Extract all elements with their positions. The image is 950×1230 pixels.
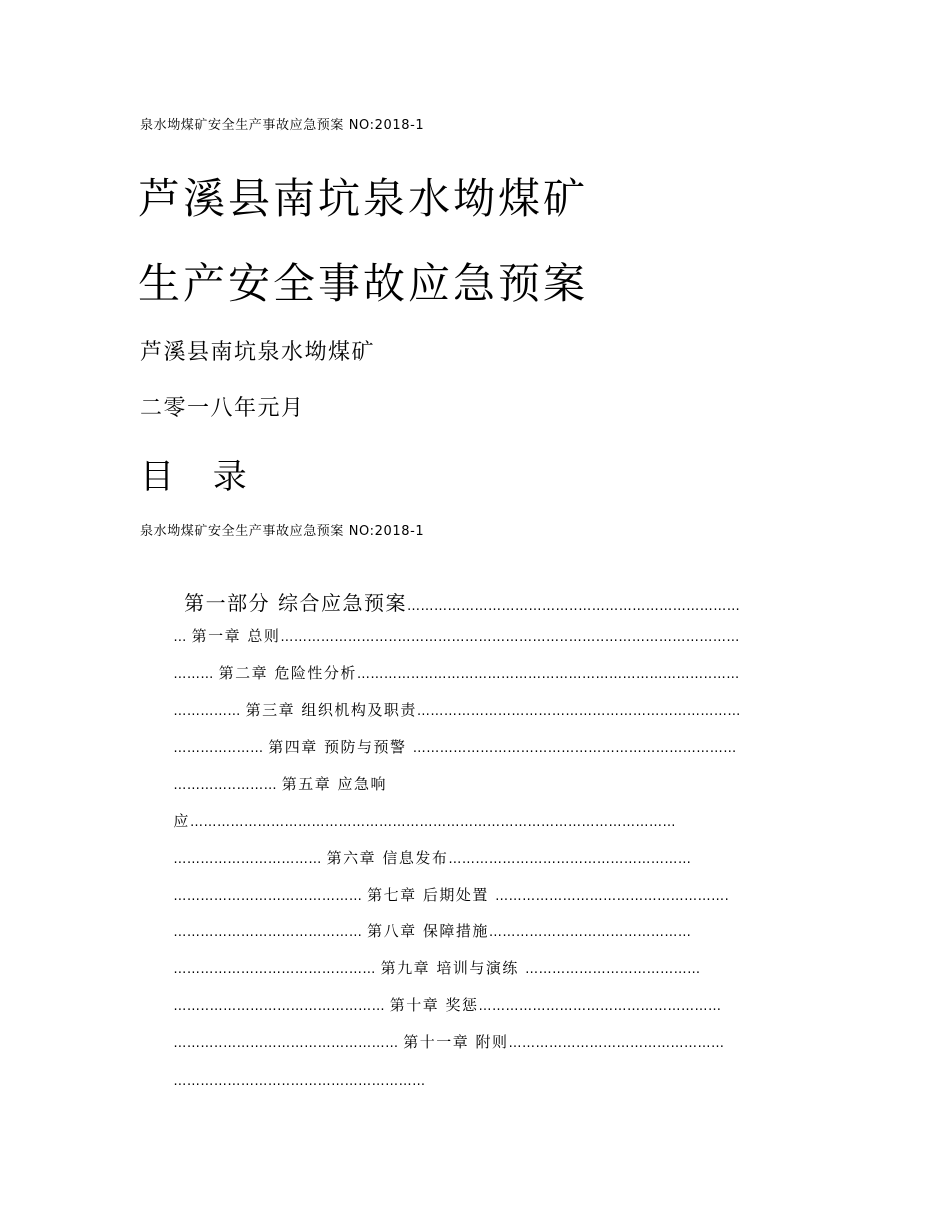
toc-leader-pre: …………………………………… bbox=[173, 925, 368, 940]
toc-leader-post: ……………………………………………. bbox=[495, 889, 730, 904]
toc-leader-post: ………………………………‥……………………………… bbox=[407, 599, 741, 614]
toc-leader-post: ………………………………………… bbox=[508, 1036, 725, 1051]
toc-entry-label: 第二章 危险性分析 bbox=[218, 664, 357, 682]
toc-entry-label: 第五章 应急响 bbox=[281, 775, 388, 793]
toc-entry-label: 第七章 后期处置 bbox=[367, 886, 496, 904]
toc-leader-post: ……………………………………………………………… bbox=[412, 741, 737, 756]
toc-entry-label: 第十一章 附则 bbox=[403, 1033, 509, 1051]
toc-leader-pre: ……… bbox=[173, 667, 219, 682]
toc-entry-label: 第一章 总则 bbox=[191, 627, 281, 645]
toc-entry-label: 第六章 信息发布 bbox=[326, 849, 449, 867]
organization-name: 芦溪县南坑泉水坳煤矿 bbox=[140, 340, 376, 365]
toc-entry bbox=[140, 1058, 810, 1103]
toc-heading: 目 录 bbox=[140, 457, 261, 497]
toc-leader-pre: ……………………‥………………………… bbox=[173, 1074, 426, 1089]
toc-leader-pre: ……‥………………………………… bbox=[173, 999, 390, 1014]
page-header-repeat: 泉水坳煤矿安全生产事故应急预案 NO:2018-1 bbox=[140, 524, 425, 539]
document-title-line-1: 芦溪县南坑泉水坳煤矿 bbox=[138, 174, 589, 223]
document-date: 二零一八年元月 bbox=[140, 396, 305, 421]
toc-leader-pre: …………………………… bbox=[173, 852, 327, 867]
toc-leader-post: ……………………………………………………………………………………………… bbox=[189, 815, 676, 830]
toc-entry-label: 第八章 保障措施 bbox=[367, 922, 489, 940]
page-header: 泉水坳煤矿安全生产事故应急预案 NO:2018-1 bbox=[140, 118, 425, 133]
toc-leader-pre: … bbox=[173, 630, 192, 645]
toc-leader-post: ……………………………………… bbox=[488, 925, 692, 940]
toc-entry-label: 第十章 奖惩 bbox=[389, 996, 479, 1014]
toc-leader-pre: …………………………………… bbox=[173, 889, 368, 904]
toc-leader-post: ……………………………………………………………… bbox=[416, 704, 741, 719]
toc-entry-label: 第四章 预防与预警 bbox=[268, 738, 413, 756]
toc-leader-post: …………‥………………………………………………………‥…… bbox=[356, 667, 740, 682]
toc-leader-pre: ……………………………………… bbox=[173, 962, 381, 977]
toc-leader-post: ……………………‥………………………………‥……‥………………………… bbox=[280, 630, 740, 645]
toc-leader-post: ……………………………………………… bbox=[448, 852, 692, 867]
document-title-line-2: 生产安全事故应急预案 bbox=[138, 259, 589, 308]
toc-leader-pre: …………‥…… bbox=[173, 741, 269, 756]
toc-leader-post: ……………………………………………… bbox=[478, 999, 722, 1014]
toc-entry-label: 第一部分 综合应急预案 bbox=[184, 591, 408, 615]
toc-entry-label: 第九章 培训与演练 bbox=[380, 959, 526, 977]
toc-leader-pre: …………… bbox=[173, 704, 246, 719]
toc-entry-label: 第三章 组织机构及职责 bbox=[245, 701, 417, 719]
toc-entry-label: 应 bbox=[173, 812, 190, 830]
toc-leader-pre: …………‥……… bbox=[173, 778, 282, 793]
toc-leader-pre: ………‥………………………………… bbox=[173, 1036, 404, 1051]
toc-leader-post: ………………………………… bbox=[525, 962, 701, 977]
